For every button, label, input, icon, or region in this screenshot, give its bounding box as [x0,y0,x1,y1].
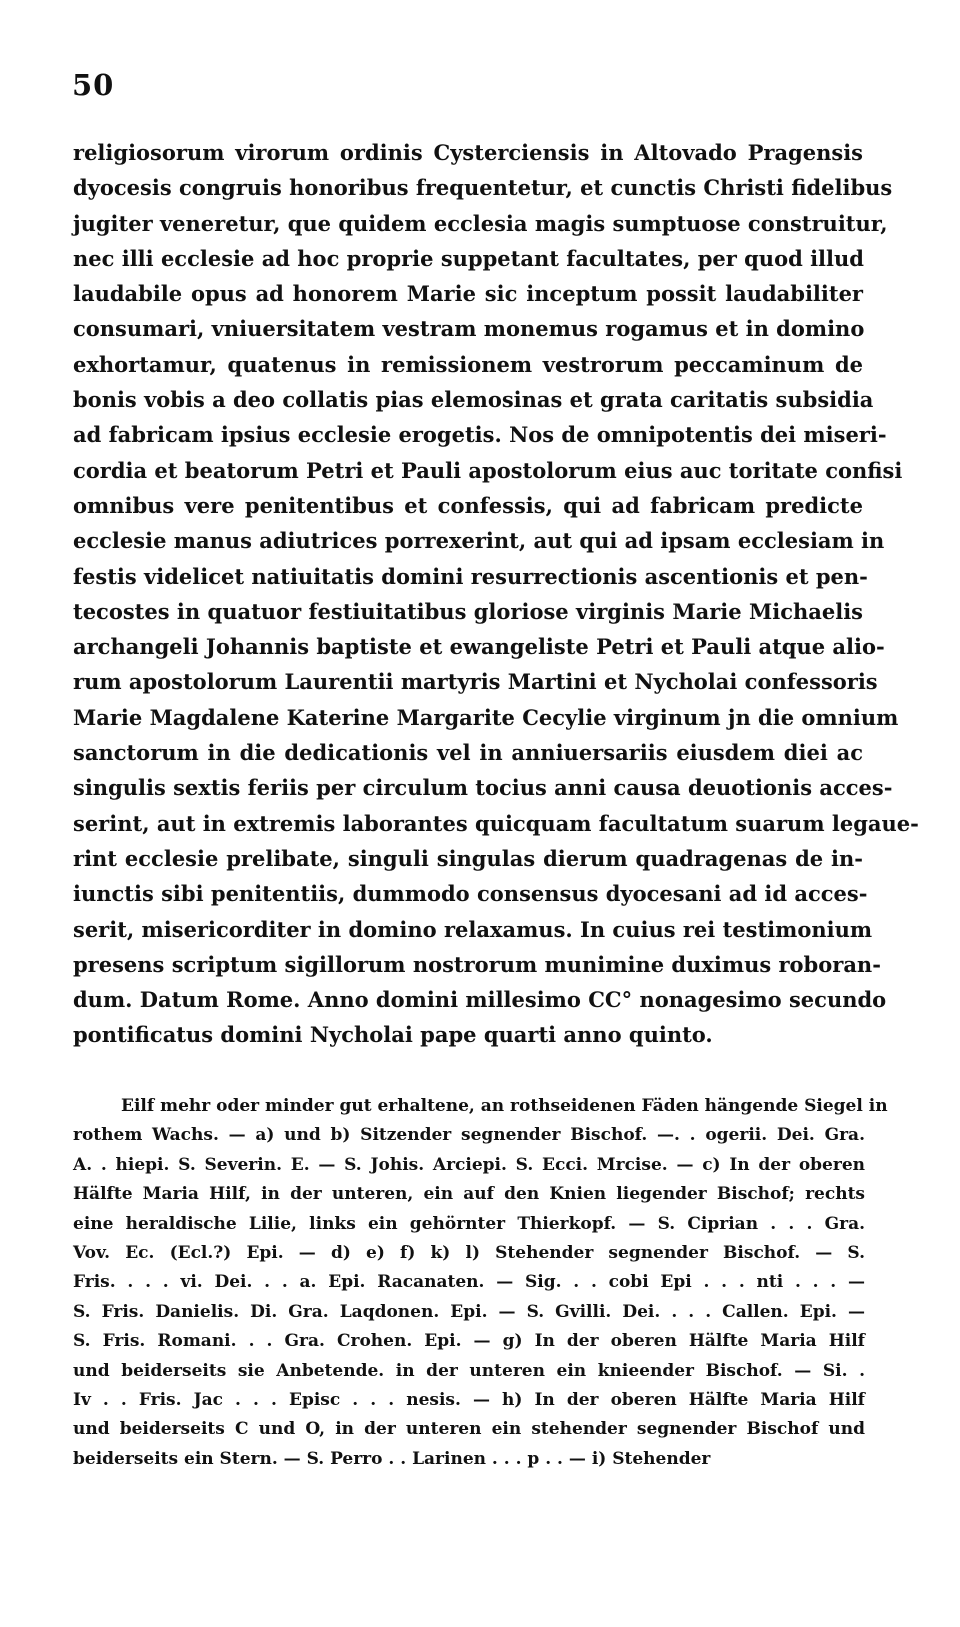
text-line: singulis sextis feriis per circulum tocius anni causa deuotionis acces- [73,775,893,801]
text-line: ecclesie manus adiutrices porrexerint, aut qui ad ipsam ecclesiam in [73,528,885,554]
footnote-line: S. Fris. Romani. . . Gra. Crohen. Epi. — g) In der oberen Hälfte Maria Hilf [73,1331,865,1352]
text-line: dyocesis congruis honoribus frequentetur, et cunctis Christi fidelibus [73,175,893,201]
text-line: festis videlicet natiuitatis domini resurrectionis ascentionis et pen- [73,563,868,589]
text-line: omnibus vere penitentibus et confessis, qui ad fabricam predicte [73,492,863,518]
text-line: religiosorum virorum ordinis Cysterciensis in Altovado Pragensis [73,140,863,165]
page-number: 50 [72,68,115,102]
text-line: presens scriptum sigillorum nostrorum munimine duximus roboran- [73,951,881,977]
text-line: cordia et beatorum Petri et Pauli apostolorum eius auc toritate confisi [73,457,903,483]
footnote-line: Iv . . Fris. Jac . . . Episc . . . nesis. — h) In der oberen Hälfte Maria Hilf [73,1390,865,1411]
text-line: bonis vobis a deo collatis pias elemosinas et grata caritatis subsidia [73,387,874,413]
footnote-line: A. . hiepi. S. Severin. E. — S. Johis. Arciepi. S. Ecci. Mrcise. — c) In der oberen [73,1154,865,1175]
text-line: rint ecclesie prelibate, singuli singulas dierum quadragenas de in- [73,845,863,871]
text-line: laudabile opus ad honorem Marie sic inceptum possit laudabiliter [73,281,863,307]
footnote-line: rothem Wachs. — a) und b) Sitzender segnender Bischof. —. . ogerii. Dei. Gra. [73,1125,865,1146]
text-line: exhortamur, quatenus in remissionem vestrorum peccaminum de [73,351,863,377]
text-line: tecostes in quatuor festiuitatibus gloriose virginis Marie Michaelis [73,598,863,624]
text-line: nec illi ecclesie ad hoc proprie suppetant facultates, per quod illud [73,245,864,271]
footnote-line: und beiderseits sie Anbetende. in der unteren ein knieender Bischof. — Si. . [73,1360,865,1381]
footnote-line: Vov. Ec. (Ecl.?) Epi. — d) e) f) k) l) Stehender segnender Bischof. — S. [73,1243,865,1264]
footnote-line: Fris. . . . vi. Dei. . . a. Epi. Racanaten. — Sig. . . cobi Epi . . . nti . . . — [73,1272,865,1293]
footnote-line: S. Fris. Danielis. Di. Gra. Laqdonen. Epi. — S. Gvilli. Dei. . . . Callen. Epi. — [73,1301,865,1322]
text-line: archangeli Johannis baptiste et ewangeliste Petri et Pauli atque alio- [73,634,885,660]
footnote-line: Hälfte Maria Hilf, in der unteren, ein auf den Knien liegender Bischof; rechts [73,1184,865,1205]
text-line: rum apostolorum Laurentii martyris Martini et Nycholai confessoris [73,669,878,695]
text-line: iunctis sibi penitentiis, dummodo consensus dyocesani ad id acces- [73,881,868,907]
charter-text [73,135,919,1053]
text-line: serint, aut in extremis laborantes quicquam facultatum suarum legaue- [73,810,919,836]
footnote-line: beiderseits ein Stern. — S. Perro . . Larinen . . . p . . — i) Stehender [73,1448,711,1469]
footnote-line: Eilf mehr oder minder gut erhaltene, an rothseidenen Fäden hängende Siegel in [121,1096,888,1116]
text-line: sanctorum in die dedicationis vel in anniuersariis eiusdem diei ac [73,740,863,766]
text-line: jugiter veneretur, que quidem ecclesia magis sumptuose construitur, [73,210,888,236]
text-line: Marie Magdalene Katerine Margarite Cecylie virginum jn die omnium [73,704,899,730]
footnote-line: und beiderseits C und O, in der unteren ein stehender segnender Bischof und [73,1419,865,1440]
text-line: pontificatus domini Nycholai pape quarti anno quinto. [73,1022,713,1048]
footnote-line: eine heraldische Lilie, links ein gehörnter Thierkopf. — S. Ciprian . . . Gra. [73,1213,865,1234]
seal-description-footnote [73,1092,888,1474]
text-line: serit, misericorditer in domino relaxamus. In cuius rei testimonium [73,916,873,942]
text-line: consumari, vniuersitatem vestram monemus rogamus et in domino [73,316,865,342]
text-line: dum. Datum Rome. Anno domini millesimo CC° nonagesimo secundo [73,987,887,1013]
text-line: ad fabricam ipsius ecclesie erogetis. Nos de omnipotentis dei miseri- [73,422,887,448]
